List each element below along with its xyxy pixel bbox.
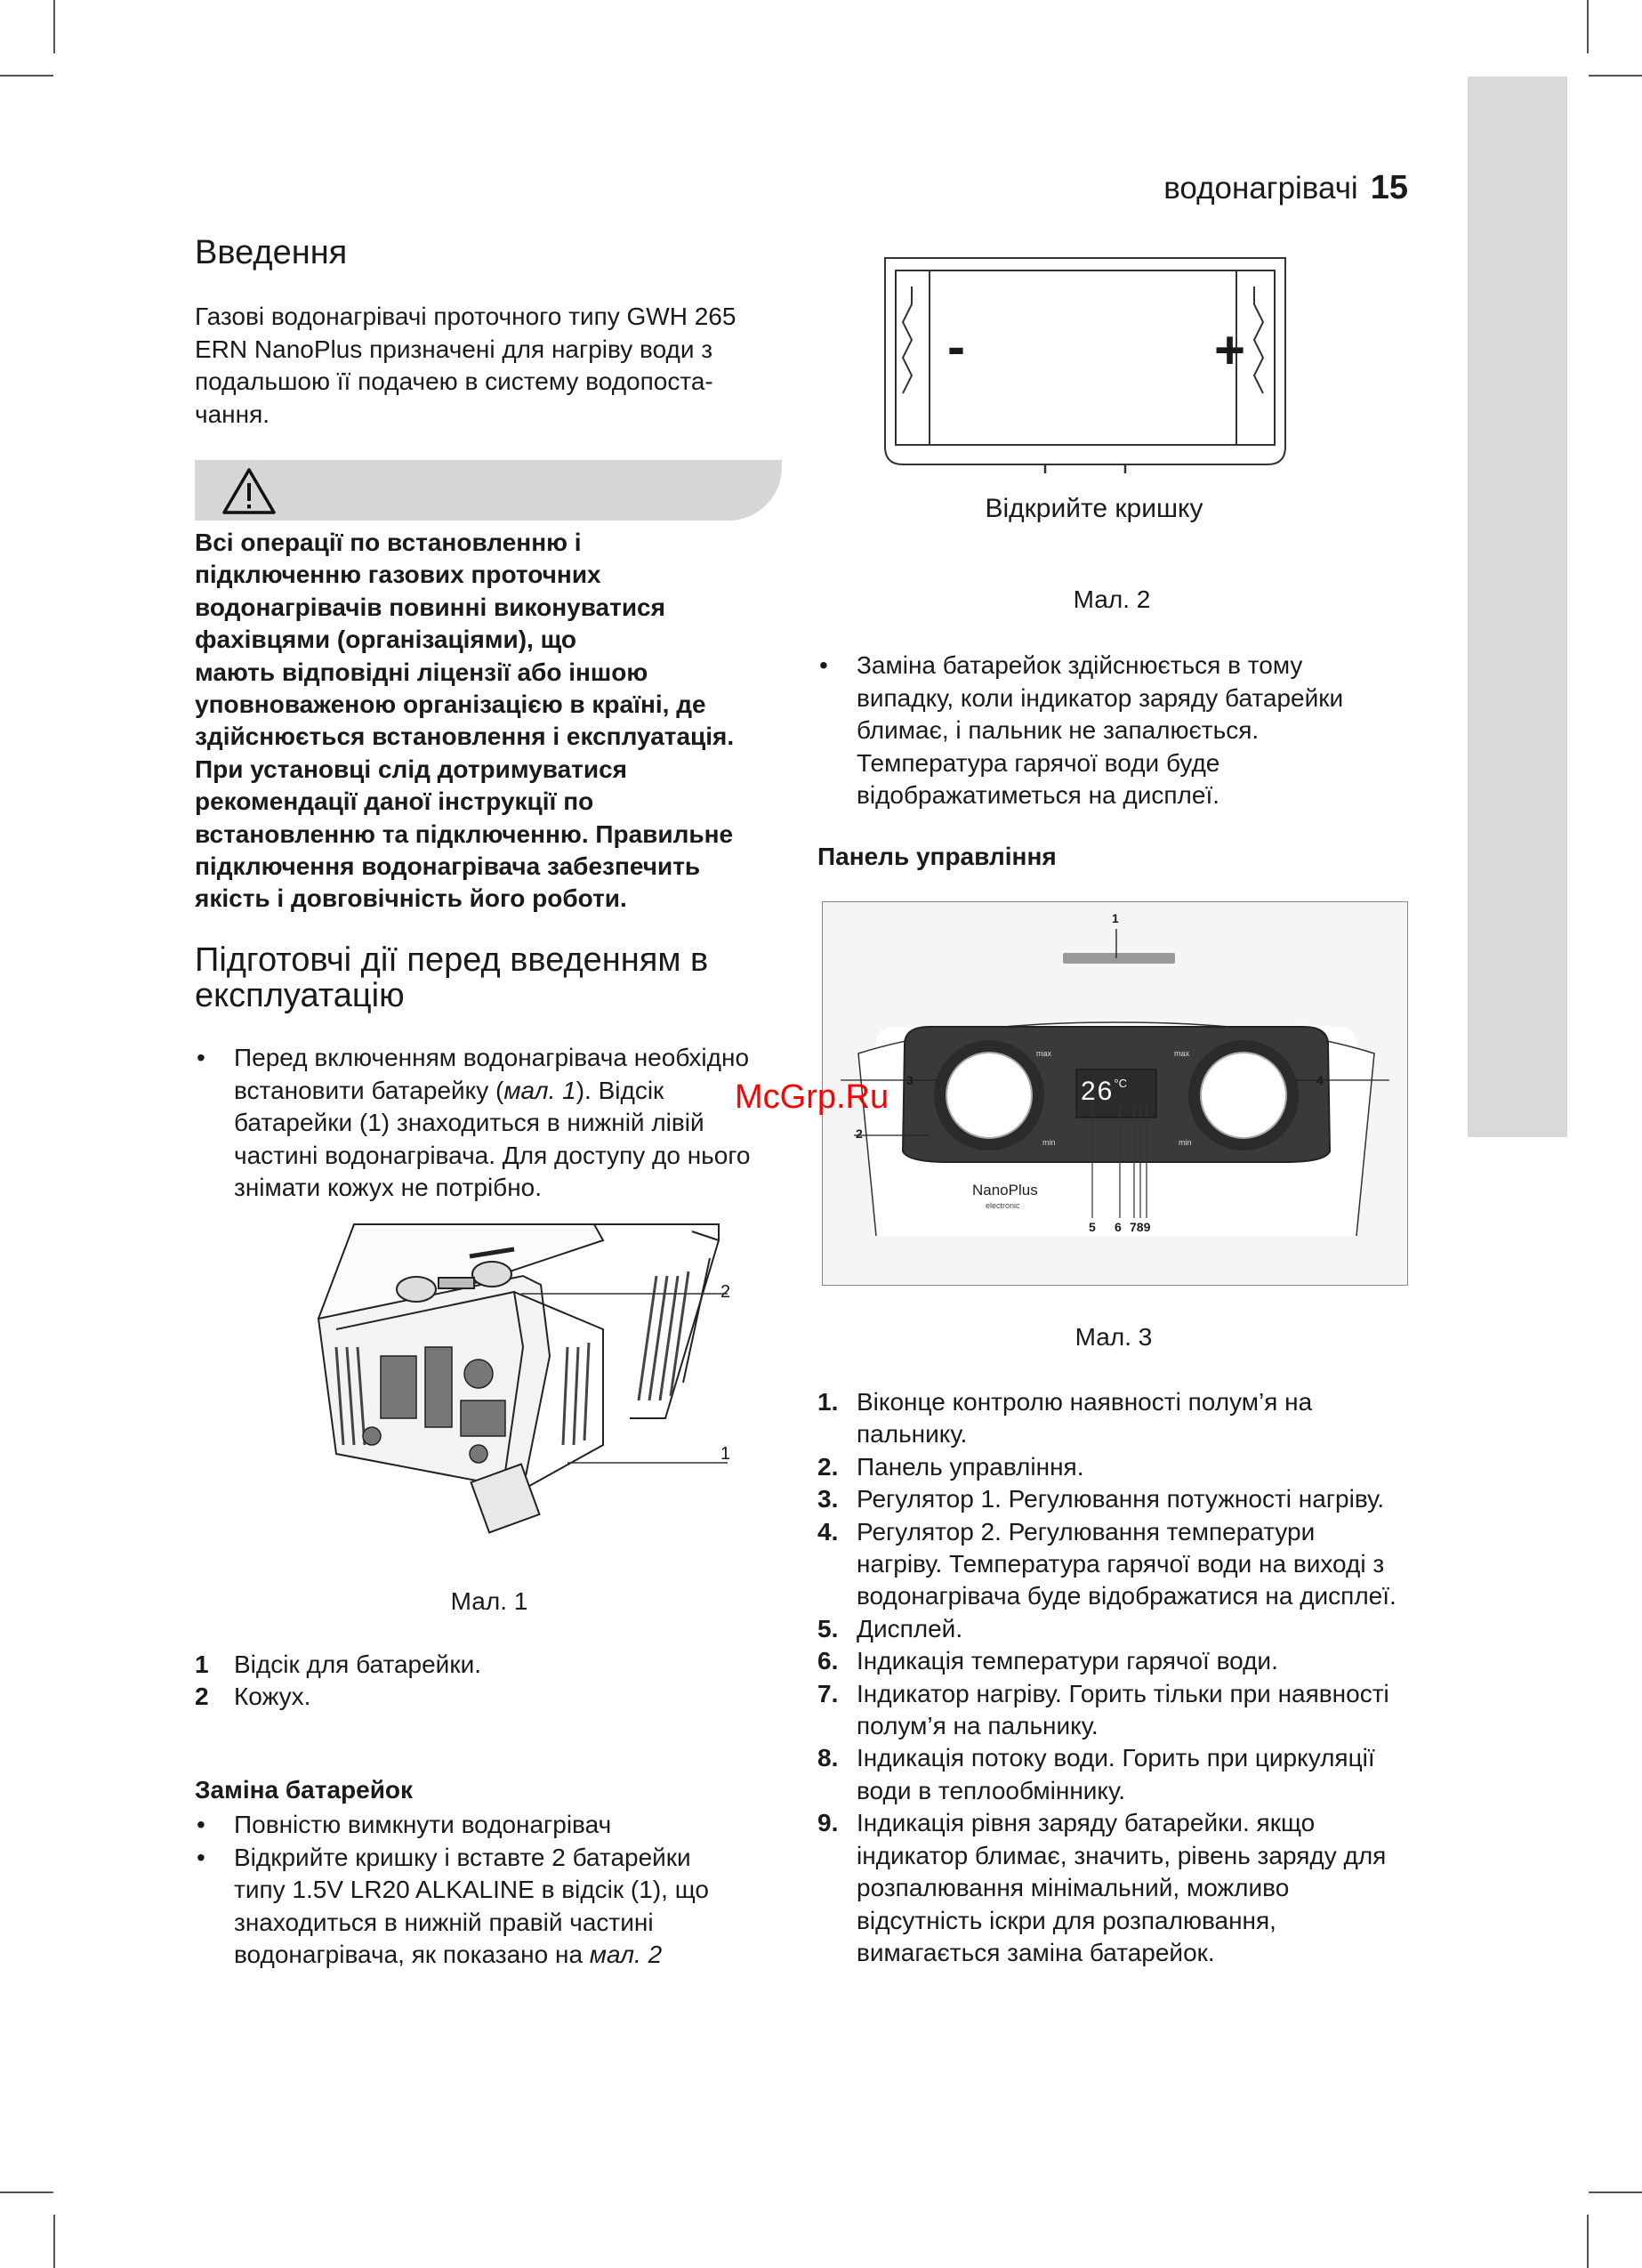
replace-note: • Заміна батарейок здійснюється в тому випадку, коли індикатор заряду батарейки блимає, і пальник не запалюється. Температура гарячої води буде відображатиметься на дисплеї.: [817, 650, 1387, 812]
battery-title: Заміна батарейок: [195, 1776, 414, 1804]
chapter-tab: [1468, 77, 1567, 1137]
flame-window: [1063, 953, 1175, 964]
crop-mark: [1587, 2215, 1589, 2268]
warning-line: уповноваженою організацією в країні, де: [195, 690, 706, 719]
warning-line: Всі операції по встановленню і: [195, 529, 582, 556]
callout-4: 4: [1316, 1073, 1324, 1087]
prep-title-line2: експлуатацію: [195, 977, 405, 1014]
panel-legend: [817, 1386, 1405, 1969]
crop-mark: [1589, 75, 1642, 77]
figure-3-control-panel: [822, 901, 1408, 1286]
warning-line: водонагрівачів повинні виконуватися: [195, 593, 665, 621]
prep-title-line1: Підготовчі дії перед введенням в: [195, 941, 709, 979]
panel-legend-item: 1. Віконце контролю наявності полум’я на пальнику.: [817, 1388, 1313, 1449]
open-cover-label: Відкрийте кришку: [985, 494, 1203, 523]
fig1-label-1: 1: [720, 1444, 731, 1464]
panel-legend-item: 8. Індикація потоку води. Горить при циркуляції води в теплообміннику.: [817, 1744, 1375, 1804]
page-number: 15: [1370, 169, 1408, 206]
fig1-legend-item: 2 Кожух.: [195, 1683, 311, 1711]
watermark: McGrp.Ru: [735, 1078, 889, 1116]
callout-6: 6: [1115, 1220, 1122, 1234]
fig2-caption: Мал. 2: [1073, 585, 1151, 613]
fig1-label-2: 2: [720, 1282, 731, 1302]
panel-legend-item: 3. Регулятор 1. Регулювання потужності нагріву.: [817, 1485, 1385, 1513]
brand-name: NanoPlus: [972, 1182, 1038, 1199]
warning-bar: [195, 460, 782, 521]
max-label-right: max: [1174, 1049, 1190, 1058]
panel-legend-item: 7. Індикатор нагріву. Горить тільки при наявності полум’я на пальнику.: [817, 1679, 1389, 1740]
fig1-caption: Мал. 1: [450, 1587, 528, 1615]
battery-bullet: • Повністю вимкнути водонагрівач: [195, 1809, 737, 1842]
min-label-left: min: [1042, 1138, 1056, 1147]
panel-legend-item: 9. Індикація рівня заряду батарейки. якщо індикатор блимає, значить, рівень заряду для розпалювання мінімальний, можливо відсутність іскри для розпалювання, вимагається заміна батарейок.: [817, 1809, 1387, 1966]
battery-bullets: [195, 1809, 737, 1972]
battery-plus-sign: +: [1214, 320, 1246, 380]
replace-note-list: [817, 650, 1387, 812]
fig1-legend: [195, 1649, 782, 1714]
callout-5: 5: [1089, 1220, 1096, 1234]
prep-bullets: [195, 1042, 782, 1205]
warning-line: якість і довговічність його роботи.: [195, 884, 627, 913]
crop-mark: [53, 2215, 55, 2268]
warning-line: рекомендації даної інструкції по: [195, 787, 594, 816]
panel-title: Панель управління: [817, 843, 1057, 870]
figure-1-heater-illustration: [301, 1223, 745, 1552]
display-unit: °C: [1114, 1077, 1127, 1090]
prep-bullet: • Перед включенням водонагрівача необхідно встановити батарейку (мал. 1). Відсік батарейки (1) знаходиться в нижній лівій частині водонагрівача. Для доступу до нього знімати кожух не потрібно.: [195, 1042, 782, 1205]
warning-line: підключенню газових проточних: [195, 561, 601, 589]
prep-title: [195, 942, 817, 1013]
battery-minus-sign: -: [947, 317, 965, 376]
panel-legend-item: 6. Індикація температури гарячої води.: [817, 1647, 1278, 1675]
power-knob[interactable]: [946, 1053, 1032, 1138]
brand-subtitle: electronic: [986, 1201, 1020, 1210]
battery-bullet: • Відкрийте кришку і вставте 2 батарейки типу 1.5V LR20 ALKALINE в відсік (1), що знаходиться в нижній правій частині водонагрівача, як показано на мал. 2: [195, 1842, 737, 1972]
warning-line: здійснюється встановлення і експлуатація.: [195, 722, 735, 751]
min-label-right: min: [1179, 1138, 1192, 1147]
warning-line: мають відповідні ліцензії або іншою: [195, 658, 648, 686]
crop-mark: [1589, 2191, 1642, 2193]
warning-line: фахівцями (організаціями), що: [195, 626, 576, 654]
max-label-left: max: [1036, 1049, 1052, 1058]
panel-legend-item: 2. Панель управління.: [817, 1452, 1084, 1481]
warning-line: встановленню та підключенню. Правильне: [195, 819, 734, 848]
callout-1: 1: [1112, 911, 1119, 925]
callout-3: 3: [906, 1073, 914, 1087]
display-temperature: 26: [1081, 1077, 1115, 1106]
display-readout: [1081, 1077, 1127, 1107]
panel-legend-item: 5. Дисплей.: [817, 1614, 963, 1642]
crop-mark: [53, 0, 55, 53]
warning-line: підключення водонагрівача забезпечить: [195, 852, 701, 881]
warning-text: [195, 527, 782, 916]
running-header: [1163, 169, 1408, 207]
crop-mark: [0, 2191, 53, 2193]
fig1-legend-item: 1 Відсік для батарейки.: [195, 1651, 481, 1678]
temperature-knob[interactable]: [1201, 1053, 1286, 1138]
crop-mark: [1587, 0, 1589, 53]
callout-789: 789: [1130, 1220, 1151, 1234]
intro-text: Газові водонагрівачі проточного типу GWH 265 ERN NanoPlus призначені для нагріву води з подальшою її подачею в систему водопоста-чання.: [195, 303, 736, 428]
section-name: водонагрівачі: [1163, 171, 1358, 206]
warning-line: При установці слід дотримуватися: [195, 755, 628, 783]
panel-legend-item: 4. Регулятор 2. Регулювання температури нагріву. Температура гарячої води на виході з водонагрівача буде відображатися на дисплеї.: [817, 1517, 1397, 1610]
intro-title: Введення: [195, 234, 348, 271]
crop-mark: [0, 75, 53, 77]
callout-2: 2: [856, 1126, 863, 1141]
warning-icon: [221, 467, 277, 515]
fig3-caption: Мал. 3: [1075, 1323, 1153, 1351]
